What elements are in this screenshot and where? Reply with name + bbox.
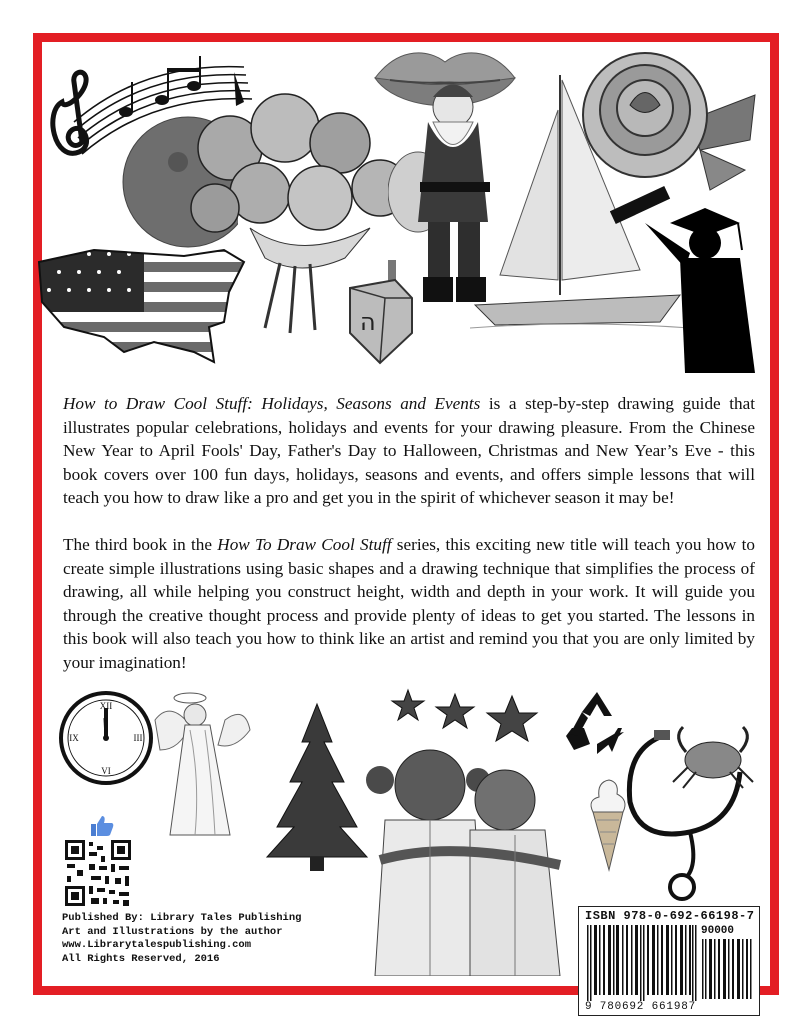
art-credit-line: Art and Illustrations by the author: [62, 925, 283, 938]
svg-text:ה: ה: [360, 308, 376, 336]
children-icon: [360, 740, 575, 976]
ean-digits: 9 780692 661987: [585, 1001, 697, 1013]
graduate-icon: [610, 178, 760, 373]
like-thumb-icon: [87, 814, 115, 838]
stars-icon: [390, 686, 545, 746]
isbn-label: ISBN 978-0-692-66198-7: [585, 909, 755, 923]
christmas-tree-icon: [262, 702, 372, 872]
series-name: How To Draw Cool Stuff: [217, 535, 392, 554]
dreidel-icon: [340, 258, 420, 368]
description-text-1: is a step-by-step drawing guide that illustrates popular celebrations, holidays and events for your drawing pleasure. From the Chinese New Year to April Fools' Day, Father's Day to Halloween, Christmas and New Year’s Eve - this book covers over 100 fun days, holidays, seasons and events, and offers simple lessons that will teach you how to draw like a pro and get you in the spirit of whichever season it may be!: [63, 394, 755, 508]
description-paragraph-1: [63, 392, 755, 510]
publisher-line: Published By: Library Tales Publishing: [62, 912, 302, 924]
rights-line: All Rights Reserved, 2016: [62, 952, 220, 965]
svg-text:III: III: [133, 733, 143, 743]
qr-code-icon: [63, 838, 133, 908]
book-title: How to Draw Cool Stuff: Holidays, Seasons and Events: [63, 394, 481, 413]
svg-text:VI: VI: [101, 766, 111, 776]
svg-text:XII: XII: [99, 701, 113, 711]
website-line: www.Librarytalespublishing.com: [62, 939, 252, 952]
description-text-2b: series, this exciting new title will teach you how to create simple illustrations using basic shapes and a drawing technique that simplifies the process of drawing, all while helping you construct height, width and depth in your work. It will guide you through the creative thought process and provide plenty of ideas to get you started. The lessons in this book will also teach you how to think like an artist and remind you that you are only limited by your imagination!: [63, 535, 755, 672]
description-paragraph-2: [63, 533, 755, 675]
crab-icon: [668, 722, 758, 792]
ean-barcode: [585, 925, 697, 1001]
angel-icon: [150, 690, 260, 840]
svg-text:IX: IX: [69, 733, 79, 743]
price-barcode: [701, 939, 753, 999]
description-text-2a: The third book in the: [63, 535, 218, 554]
usa-flag-map-icon: [34, 242, 250, 372]
publisher-credits: [62, 912, 301, 966]
price-code: 90000: [701, 925, 735, 937]
isbn-barcode-box: [578, 906, 760, 1016]
ice-cream-cone-icon: [585, 772, 631, 872]
clock-icon: [58, 690, 154, 786]
